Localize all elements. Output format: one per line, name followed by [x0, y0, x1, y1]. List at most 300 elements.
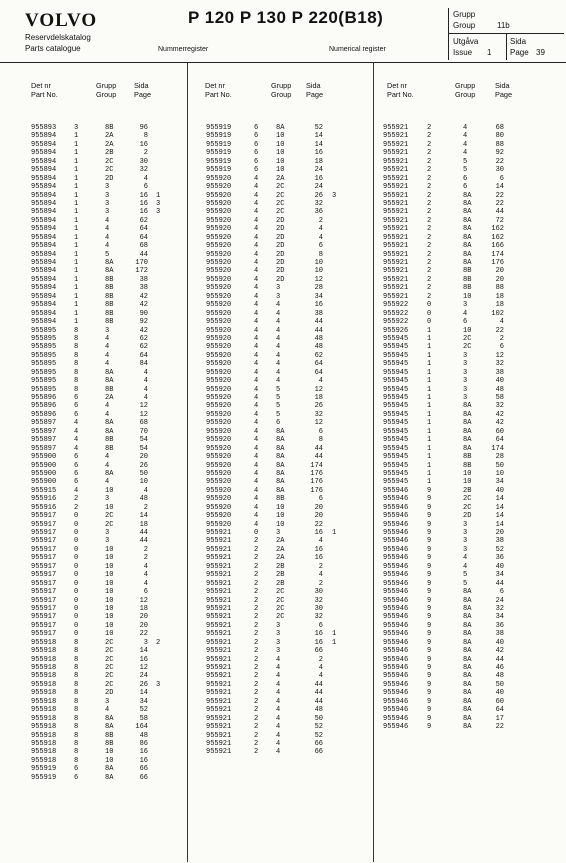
group: 2C: [463, 334, 472, 343]
column-header-page-en: Page: [306, 90, 324, 99]
group: 2C: [276, 208, 285, 217]
part-number: 955920: [206, 503, 232, 512]
group: 3: [105, 326, 110, 335]
page: 32: [495, 360, 504, 369]
group: 3: [105, 529, 110, 537]
part-number: 955945: [383, 394, 409, 402]
group: 2D: [276, 216, 285, 225]
page: 12: [139, 410, 148, 419]
part-suffix: 2: [254, 613, 259, 622]
part-number: 955920: [206, 478, 232, 487]
page: 38: [314, 309, 323, 318]
group: 4: [105, 706, 110, 715]
part-suffix: 4: [254, 309, 259, 318]
part-suffix: 8: [74, 731, 79, 740]
part-suffix: 2: [254, 596, 259, 605]
group: 8A: [463, 604, 472, 613]
page: 12: [314, 385, 323, 394]
group: 2B: [276, 579, 285, 588]
page-label-en: Page: [510, 48, 529, 57]
part-number: 955926: [383, 326, 409, 335]
part-number: 955921: [383, 284, 409, 293]
part-number: 955946: [383, 512, 409, 521]
page: 16: [139, 655, 148, 664]
part-suffix: 0: [74, 630, 79, 639]
group: 2A: [105, 394, 114, 402]
column-header-group-en: Group: [271, 90, 292, 99]
part-suffix: 0: [74, 596, 79, 605]
page: 22: [495, 326, 504, 335]
group: 10: [105, 579, 114, 588]
part-number: 955946: [383, 554, 409, 563]
part-suffix: 4: [254, 512, 259, 521]
part-suffix: 4: [254, 174, 259, 183]
part-suffix: 2: [254, 562, 259, 571]
part-number: 955920: [206, 191, 232, 200]
part-number: 955917: [31, 613, 57, 622]
group: 3: [105, 495, 110, 504]
group: 3: [463, 360, 468, 369]
page: 2: [318, 216, 323, 225]
part-suffix: 9: [427, 537, 432, 546]
page: 16: [314, 149, 323, 158]
page: 54: [139, 436, 148, 445]
page: 44: [314, 444, 323, 453]
part-suffix: 2: [254, 680, 259, 689]
page: 70: [139, 427, 148, 436]
page: 40: [495, 486, 504, 495]
page: 26: [314, 191, 323, 200]
group: 8B: [463, 453, 472, 462]
part-number: 955920: [206, 385, 232, 394]
page: 176: [310, 469, 323, 478]
group: 2D: [105, 174, 114, 183]
part-number: 955894: [31, 191, 57, 200]
part-suffix: 2: [254, 554, 259, 563]
part-suffix: 4: [254, 275, 259, 284]
page: 16: [314, 545, 323, 554]
group: 10: [105, 571, 114, 580]
part-number: 955921: [383, 208, 409, 217]
part-suffix: 2: [254, 748, 259, 757]
page: 2: [143, 503, 148, 512]
page: 48: [314, 334, 323, 343]
part-suffix: 6: [74, 773, 79, 782]
group: 10: [276, 520, 285, 529]
group: 10: [463, 469, 472, 478]
part-suffix: 4: [254, 183, 259, 192]
part-suffix: 9: [427, 495, 432, 504]
page: 162: [491, 225, 504, 234]
part-suffix: 2: [427, 191, 432, 200]
column-header-part-en: Part No.: [31, 90, 58, 99]
group: 6: [463, 318, 468, 327]
page: 92: [495, 149, 504, 158]
box-divider-vertical: [506, 34, 507, 60]
part-suffix: 1: [74, 267, 79, 276]
part-suffix: 6: [254, 166, 259, 175]
group: 2C: [276, 588, 285, 597]
part-suffix: 4: [254, 191, 259, 200]
register-column-2: [189, 62, 372, 852]
part-number: 955921: [383, 149, 409, 158]
page: 4: [499, 318, 504, 327]
group: 2D: [276, 233, 285, 242]
group: 5: [276, 394, 281, 402]
page: 64: [495, 436, 504, 445]
part-suffix: 9: [427, 512, 432, 521]
column-header-page-en: Page: [134, 90, 152, 99]
part-number: 955918: [31, 655, 57, 664]
part-number: 955920: [206, 225, 232, 234]
page: 50: [495, 680, 504, 689]
part-number: 955945: [383, 478, 409, 487]
page: 32: [314, 613, 323, 622]
page: 44: [314, 697, 323, 706]
part-number: 955921: [383, 259, 409, 267]
page: 46: [495, 664, 504, 672]
part-number: 955920: [206, 174, 232, 183]
register-column-3: [375, 62, 565, 852]
register-title-sv: Nummerregister: [158, 46, 209, 53]
group: 10: [105, 596, 114, 605]
page: 64: [314, 368, 323, 377]
model-list: P 120 P 130 P 220(B18): [188, 8, 384, 27]
part-number: 955945: [383, 385, 409, 394]
part-number: 955920: [206, 326, 232, 335]
part-suffix: 2: [254, 588, 259, 597]
part-suffix: 2: [254, 638, 259, 647]
part-number: 955921: [206, 579, 232, 588]
group: 2D: [276, 259, 285, 267]
part-number: 955922: [383, 309, 409, 318]
page: 44: [139, 529, 148, 537]
part-suffix: 0: [74, 604, 79, 613]
part-suffix: 4: [254, 402, 259, 411]
part-number: 955897: [31, 427, 57, 436]
page: 26: [139, 680, 148, 689]
part-suffix: 9: [427, 621, 432, 630]
register-column-1: [0, 62, 186, 852]
page: 34: [495, 613, 504, 622]
part-number: 955921: [206, 672, 232, 681]
part-number: 955920: [206, 368, 232, 377]
part-number: 955946: [383, 689, 409, 698]
part-number: 955920: [206, 402, 232, 411]
part-suffix: 9: [427, 554, 432, 563]
page: 4: [143, 394, 148, 402]
part-number: 955921: [206, 664, 232, 672]
part-number: 955946: [383, 680, 409, 689]
group: 8B: [105, 301, 114, 310]
note: 2: [156, 638, 161, 647]
group: 4: [105, 242, 110, 251]
page: 58: [495, 394, 504, 402]
part-number: 955894: [31, 275, 57, 284]
group: 2C: [105, 647, 114, 656]
part-suffix: 0: [74, 621, 79, 630]
page: 4: [318, 225, 323, 234]
page: 174: [491, 444, 504, 453]
part-number: 955921: [206, 588, 232, 597]
group: 8B: [105, 731, 114, 740]
group: 8A: [276, 436, 285, 445]
part-number: 955921: [206, 613, 232, 622]
page: 66: [314, 647, 323, 656]
part-number: 955921: [206, 697, 232, 706]
part-number: 955920: [206, 334, 232, 343]
part-suffix: 1: [74, 233, 79, 242]
group: 8B: [105, 292, 114, 301]
group: 8A: [463, 588, 472, 597]
page: 14: [495, 495, 504, 504]
group: 2C: [105, 157, 114, 166]
page: 50: [495, 461, 504, 470]
part-number: 955921: [206, 723, 232, 732]
group-label-en: Group: [453, 21, 476, 30]
part-suffix: 1: [427, 461, 432, 470]
part-number: 955894: [31, 301, 57, 310]
part-number: 955946: [383, 723, 409, 732]
part-suffix: 0: [74, 537, 79, 546]
group: 2C: [105, 672, 114, 681]
part-number: 955921: [206, 638, 232, 647]
part-number: 955920: [206, 267, 232, 276]
group: 8A: [463, 216, 472, 225]
part-suffix: 4: [254, 410, 259, 419]
part-number: 955895: [31, 385, 57, 394]
part-suffix: 4: [74, 427, 79, 436]
page: 62: [139, 216, 148, 225]
part-suffix: 2: [254, 731, 259, 740]
page: 44: [495, 579, 504, 588]
part-number: 955918: [31, 756, 57, 765]
part-number: 955920: [206, 512, 232, 521]
group: 10: [463, 292, 472, 301]
part-number: 955921: [206, 647, 232, 656]
part-number: 955894: [31, 149, 57, 158]
group: 8A: [463, 621, 472, 630]
issue-value: 1: [487, 48, 492, 57]
part-number: 955895: [31, 368, 57, 377]
page: 14: [139, 512, 148, 521]
part-suffix: 1: [427, 368, 432, 377]
group: 8A: [105, 259, 114, 267]
group: 3: [463, 385, 468, 394]
part-number: 955946: [383, 596, 409, 605]
page: 8: [143, 132, 148, 141]
part-suffix: 1: [74, 242, 79, 251]
part-suffix: 4: [254, 199, 259, 208]
page: 16: [139, 199, 148, 208]
page: 68: [139, 242, 148, 251]
page: 16: [139, 208, 148, 217]
group: 3: [105, 183, 110, 192]
part-suffix: 1: [427, 419, 432, 428]
part-number: 955919: [206, 140, 232, 149]
part-suffix: 9: [427, 723, 432, 732]
page: 172: [135, 267, 148, 276]
page: 174: [491, 250, 504, 259]
group: 3: [105, 537, 110, 546]
page: 166: [491, 242, 504, 251]
part-number: 955917: [31, 545, 57, 554]
part-suffix: 9: [427, 630, 432, 639]
group: 8A: [463, 638, 472, 647]
group: 2C: [105, 520, 114, 529]
group: 4: [463, 309, 468, 318]
group: 2C: [105, 655, 114, 664]
part-suffix: 2: [254, 621, 259, 630]
page: 44: [139, 250, 148, 259]
part-number: 955894: [31, 242, 57, 251]
part-number: 955917: [31, 537, 57, 546]
group: 8A: [105, 469, 114, 478]
group: 8A: [276, 469, 285, 478]
part-number: 955894: [31, 199, 57, 208]
part-suffix: 6: [74, 394, 79, 402]
part-number: 955920: [206, 301, 232, 310]
group: 3: [276, 284, 281, 293]
page: 32: [139, 166, 148, 175]
part-number: 955920: [206, 208, 232, 217]
page: 52: [495, 545, 504, 554]
part-number: 955920: [206, 183, 232, 192]
part-number: 955921: [383, 199, 409, 208]
page: 50: [139, 469, 148, 478]
part-suffix: 0: [427, 301, 432, 310]
page: 10: [139, 478, 148, 487]
page: 22: [139, 630, 148, 639]
page: 16: [314, 638, 323, 647]
part-number: 955894: [31, 157, 57, 166]
group: 2D: [463, 512, 472, 521]
part-suffix: 8: [74, 351, 79, 360]
part-number: 955918: [31, 714, 57, 723]
page: 66: [139, 765, 148, 774]
group: 4: [105, 453, 110, 462]
page: 12: [314, 275, 323, 284]
page: 2: [318, 579, 323, 588]
page: 84: [139, 360, 148, 369]
part-suffix: 4: [254, 478, 259, 487]
group: 4: [463, 149, 468, 158]
page: 52: [314, 731, 323, 740]
part-suffix: 4: [254, 469, 259, 478]
part-number: 955917: [31, 554, 57, 563]
part-suffix: 1: [74, 318, 79, 327]
group: 4: [276, 680, 281, 689]
group: 8B: [463, 461, 472, 470]
page: 176: [310, 478, 323, 487]
page: 20: [139, 613, 148, 622]
group: 8A: [276, 461, 285, 470]
part-number: 955896: [31, 402, 57, 411]
group: 2C: [105, 166, 114, 175]
group: 2C: [276, 604, 285, 613]
group: 4: [276, 343, 281, 352]
page: 44: [314, 318, 323, 327]
part-number: 955918: [31, 647, 57, 656]
part-number: 955915: [31, 486, 57, 495]
part-suffix: 2: [254, 672, 259, 681]
group: 5: [276, 402, 281, 411]
group: 4: [463, 124, 468, 132]
part-suffix: 4: [254, 520, 259, 529]
group: 8A: [463, 191, 472, 200]
part-suffix: 1: [74, 149, 79, 158]
group: 10: [105, 630, 114, 639]
page: 4: [143, 174, 148, 183]
part-number: 955894: [31, 132, 57, 141]
group: 10: [276, 503, 285, 512]
part-suffix: 1: [74, 174, 79, 183]
page: 42: [495, 647, 504, 656]
group: 2B: [276, 562, 285, 571]
page: 12: [139, 664, 148, 672]
page: 34: [495, 478, 504, 487]
page: 66: [314, 739, 323, 748]
part-number: 955921: [383, 183, 409, 192]
part-number: 955895: [31, 343, 57, 352]
part-suffix: 2: [427, 208, 432, 217]
part-suffix: 9: [427, 545, 432, 554]
group: 10: [105, 486, 114, 495]
part-suffix: 1: [427, 444, 432, 453]
part-suffix: 1: [427, 453, 432, 462]
page: 6: [318, 427, 323, 436]
part-suffix: 1: [74, 301, 79, 310]
page: 34: [314, 292, 323, 301]
part-number: 955921: [206, 630, 232, 639]
part-number: 955946: [383, 588, 409, 597]
note: 3: [156, 208, 161, 217]
group: 8A: [463, 259, 472, 267]
group: 10: [276, 157, 285, 166]
part-number: 955945: [383, 334, 409, 343]
page: 18: [495, 292, 504, 301]
page: 42: [139, 326, 148, 335]
group: 4: [276, 351, 281, 360]
part-number: 955921: [383, 242, 409, 251]
group: 5: [463, 166, 468, 175]
part-suffix: 4: [74, 419, 79, 428]
part-suffix: 2: [254, 655, 259, 664]
part-number: 955922: [383, 318, 409, 327]
group: 2C: [463, 343, 472, 352]
page: 64: [495, 706, 504, 715]
page: 2: [143, 545, 148, 554]
group: 3: [463, 537, 468, 546]
group: 8B: [105, 385, 114, 394]
part-suffix: 9: [427, 714, 432, 723]
part-suffix: 0: [74, 512, 79, 521]
group: 3: [105, 208, 110, 217]
group-label-sv: Grupp: [453, 10, 476, 19]
part-number: 955920: [206, 284, 232, 293]
group: 8A: [463, 199, 472, 208]
group: 5: [276, 410, 281, 419]
part-number: 955921: [383, 191, 409, 200]
part-number: 955921: [206, 562, 232, 571]
part-suffix: 2: [427, 157, 432, 166]
part-number: 955921: [206, 537, 232, 546]
page: 40: [495, 638, 504, 647]
page: 20: [495, 267, 504, 276]
group: 8A: [105, 723, 114, 732]
page: 17: [495, 714, 504, 723]
group: 4: [276, 360, 281, 369]
